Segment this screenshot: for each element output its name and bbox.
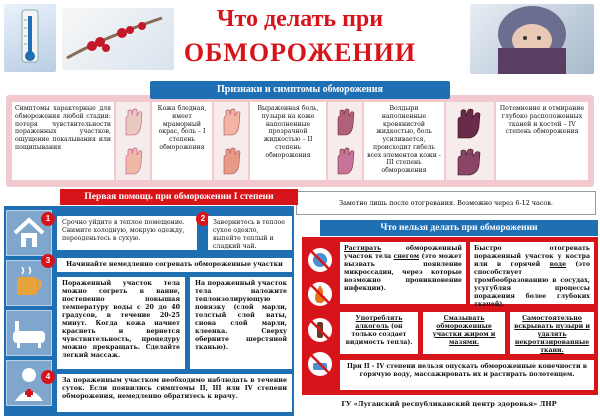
stage4-card: Потемнение и отмирание глубоко расположенных тканей и костей – IV степень обморожения <box>496 102 588 180</box>
hand-stage4-box <box>446 102 494 180</box>
first-aid-step1: Срочно уйдите в теплое помещение. Снимите холодную, мокрую одежду, переоденьтесь в сухую. <box>57 216 197 250</box>
step-number-3: 3 <box>41 254 55 268</box>
dont-fast-warm <box>470 242 594 308</box>
symptoms-note: Заметно лишь после отогревания. Возможно через 6-12 часов. <box>296 191 596 215</box>
symptoms-header: Признаки и симптомы обморожения <box>150 81 450 99</box>
no-snow-icon <box>306 246 334 274</box>
dont-alcohol-post: (он только создает видимость тепла). <box>345 322 413 346</box>
dont-hot-water-warning: При II - IV степени нельзя опускать обмороженные конечности в горячую воду, массажировать их и растирать полотенцем. <box>340 360 594 390</box>
hand-dark-icon <box>450 106 490 140</box>
dont-grease <box>423 312 505 354</box>
first-aid-step3: Начинайте немедленно согревать обмороженные участки <box>57 258 292 272</box>
dont-blisters-text: Самостоятельно вскрывать пузыри и удалять некротизированные ткани. <box>514 315 590 354</box>
first-aid-header: Первая помощь при обморожении I степени <box>60 189 298 205</box>
hand-blister-icon-2 <box>218 146 244 176</box>
stage1-card: Кожа бледная, имеет мраморный окрас, боль – I степень обморожения <box>152 102 212 180</box>
hand-stage1-box <box>116 102 150 180</box>
hand-purple-icon-2 <box>332 146 358 176</box>
hand-pale-icon-2 <box>120 146 146 176</box>
dont-alcohol <box>340 312 418 354</box>
hand-stage2-box <box>214 102 248 180</box>
first-aid-bandage: На пораженный участок тела наложите теплоизолирующую повязку (слой марли, толстый слой ваты, снова слой марли, клеенка. Сверху оберните шерстяной тканью). <box>190 277 292 369</box>
no-alcohol-icon <box>306 316 334 344</box>
dont-rub-snow-u: снегом <box>393 252 420 260</box>
dont-fast-warm-post: (это способствует тромбообразованию в сосудах, усугубляя процессы поражения более глубоких тканей). <box>474 260 590 308</box>
no-hot-water-icon <box>306 350 334 378</box>
dont-header: Что нельзя делать при обморожении <box>320 220 598 236</box>
first-aid-bath: Пораженный участок тела можно согреть в ванне, постепенно повышая температуру воды с 20 до 40 градусов, в течение 20-25 минут. Когда кожа начнет краснеть и вернется чувствительность, процедуру можно прекращать. Сделайте легкий массаж. <box>57 277 185 369</box>
hand-purple-icon <box>332 107 358 137</box>
page-title-line1: Что делать при <box>216 6 384 32</box>
hand-pale-icon <box>120 107 146 137</box>
stage3-card: Волдыри наполненные кровянистой жидкостью, боль усиливается, происходит гибель всех элементов кожи - III степень обморожения <box>364 102 444 180</box>
hand-dark-icon-2 <box>450 147 490 177</box>
hand-stage3-box <box>328 102 362 180</box>
dont-rub-snow-mid: обмороженный участок тела <box>344 245 462 260</box>
dont-rub-snow <box>340 242 466 304</box>
symptoms-general-card: Симптомы характерные для обморожения любой стадии: потеря чувствительности пораженных участков, ощущение покалывания или пощипывания <box>12 102 114 180</box>
hand-blister-icon <box>218 107 244 137</box>
bathtub-icon <box>7 311 51 355</box>
dont-rub-snow-post: (это может вызвать появление микроссадин, через которые возможно проникновение инфекции). <box>344 252 462 292</box>
dont-alcohol-u: Употреблять алкоголь <box>355 315 403 330</box>
dont-rub-snow-pre: Растирать <box>344 245 382 252</box>
step-number-2: 2 <box>196 212 210 226</box>
step-number-1: 1 <box>41 212 55 226</box>
first-aid-step2: Завернитесь в теплое сухое одеяло, выпейте теплый и сладкий чай. <box>208 216 292 250</box>
stage2-card: Выраженная боль, пузыри на коже наполненные прозрачной жидкостью – II степень обморожения <box>250 102 326 180</box>
dont-fast-warm-u: воде <box>549 260 567 268</box>
dont-grease-text: Смазывать обмороженные участки жиром и мазями. <box>432 315 496 346</box>
footer-organization: ГУ «Луганский республиканский центр здоровья» ЛНР <box>341 400 557 408</box>
step-number-4: 4 <box>41 370 55 384</box>
dont-fast-warm-pre: Быстро отогревать пораженный участок у костра или в горячей <box>474 245 590 268</box>
first-aid-step4: За пораженным участком необходимо наблюдать в течение суток. Если появились симптомы II, III или IV степени обморожения, немедленно обратитесь к врачу. <box>57 374 292 412</box>
bathtub-tile <box>6 310 52 356</box>
tea-cup-icon <box>7 261 51 305</box>
dont-blisters <box>510 312 594 354</box>
no-fire-icon <box>306 280 334 308</box>
page-title-line2: ОБМОРОЖЕНИИ <box>183 38 417 67</box>
